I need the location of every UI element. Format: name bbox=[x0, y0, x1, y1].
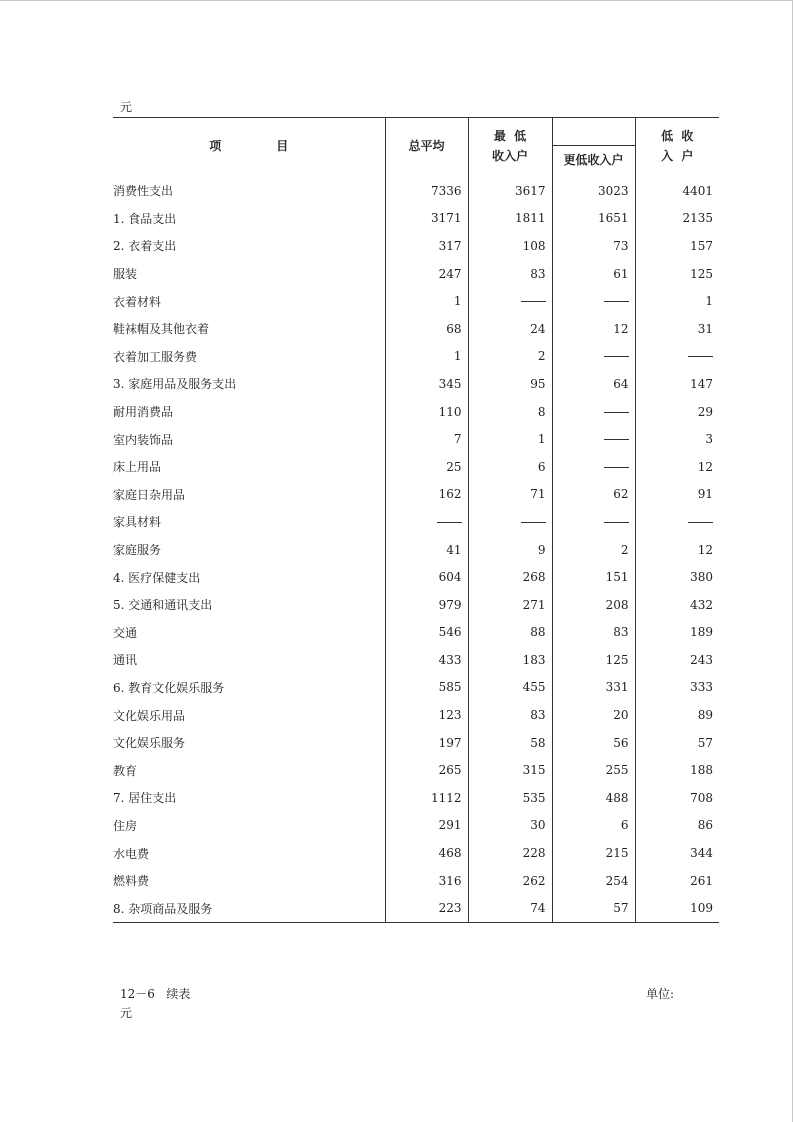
unit-value: 元 bbox=[120, 1006, 133, 1020]
row-value: 1651 bbox=[552, 205, 635, 233]
row-value: 9 bbox=[468, 536, 552, 564]
row-value: 7336 bbox=[385, 173, 468, 205]
row-label: 衣着材料 bbox=[113, 287, 385, 315]
row-value: 89 bbox=[697, 708, 713, 723]
row-value: 41 bbox=[385, 536, 468, 564]
row-label: 住房 bbox=[113, 812, 385, 840]
row-value: 7 bbox=[385, 425, 468, 453]
dash-mark bbox=[604, 439, 629, 440]
row-label: 室内装饰品 bbox=[113, 425, 385, 453]
row-value: 262 bbox=[468, 867, 552, 895]
table-row bbox=[113, 425, 719, 453]
dash-mark bbox=[437, 522, 462, 523]
row-value: 1811 bbox=[468, 205, 552, 233]
row-value: 147 bbox=[690, 376, 713, 391]
table-body bbox=[113, 173, 719, 923]
row-value: 64 bbox=[552, 370, 635, 398]
row-label: 3. 家庭用品及服务支出 bbox=[113, 370, 385, 398]
row-value: 291 bbox=[385, 812, 468, 840]
row-value: 4401 bbox=[682, 183, 713, 198]
header-lowest-a: 最 低 bbox=[493, 128, 527, 143]
header-lowest-b: 收入户 bbox=[491, 148, 528, 163]
row-value: 71 bbox=[468, 481, 552, 509]
dash-mark bbox=[604, 522, 629, 523]
table-number: 12－6 续表 bbox=[120, 987, 191, 1001]
row-value: 432 bbox=[690, 597, 713, 612]
row-value: 979 bbox=[385, 591, 468, 619]
row-value: 83 bbox=[552, 619, 635, 647]
table-row bbox=[113, 894, 719, 922]
row-label: 鞋袜帽及其他衣着 bbox=[113, 315, 385, 343]
row-value: 58 bbox=[468, 729, 552, 757]
header-total-avg: 总平均 bbox=[385, 118, 468, 174]
row-value: 3171 bbox=[385, 205, 468, 233]
row-value: 344 bbox=[690, 846, 713, 861]
table-row bbox=[113, 260, 719, 288]
row-value: 228 bbox=[468, 839, 552, 867]
row-value: 3617 bbox=[468, 173, 552, 205]
dash-mark bbox=[604, 412, 629, 413]
row-value: 57 bbox=[552, 894, 635, 922]
row-value: 189 bbox=[690, 625, 713, 640]
table-row bbox=[113, 812, 719, 840]
row-value: 254 bbox=[552, 867, 635, 895]
row-value: 68 bbox=[385, 315, 468, 343]
row-label: 服装 bbox=[113, 260, 385, 288]
row-value: 188 bbox=[690, 763, 713, 778]
row-value bbox=[468, 508, 552, 536]
row-label: 通讯 bbox=[113, 646, 385, 674]
dash-mark bbox=[688, 356, 713, 357]
row-value: 12 bbox=[697, 459, 713, 474]
row-value bbox=[552, 343, 635, 371]
row-label: 教育 bbox=[113, 756, 385, 784]
row-value: 3 bbox=[705, 432, 713, 447]
row-value: 317 bbox=[385, 232, 468, 260]
table-row bbox=[113, 646, 719, 674]
row-label: 8. 杂项商品及服务 bbox=[113, 894, 385, 922]
row-value: 255 bbox=[552, 756, 635, 784]
dash-mark bbox=[521, 522, 546, 523]
row-value: 31 bbox=[697, 321, 713, 336]
row-value: 1 bbox=[705, 294, 713, 309]
row-value: 162 bbox=[385, 481, 468, 509]
table-row bbox=[113, 867, 719, 895]
row-value: 261 bbox=[690, 873, 713, 888]
row-value: 271 bbox=[468, 591, 552, 619]
row-value: 1 bbox=[385, 343, 468, 371]
row-value: 91 bbox=[697, 487, 713, 502]
row-label: 文化娱乐服务 bbox=[113, 729, 385, 757]
row-label: 文化娱乐用品 bbox=[113, 701, 385, 729]
row-value: 197 bbox=[385, 729, 468, 757]
table-row bbox=[113, 508, 719, 536]
row-label: 6. 教育文化娱乐服务 bbox=[113, 674, 385, 702]
row-value bbox=[635, 343, 719, 371]
row-value bbox=[552, 508, 635, 536]
row-value: 316 bbox=[385, 867, 468, 895]
row-value: 223 bbox=[385, 894, 468, 922]
row-value: 331 bbox=[552, 674, 635, 702]
row-value: 83 bbox=[468, 260, 552, 288]
row-value: 315 bbox=[468, 756, 552, 784]
header-low-a: 低 收 bbox=[661, 128, 694, 143]
row-label: 耐用消费品 bbox=[113, 398, 385, 426]
table-row bbox=[113, 619, 719, 647]
table-row bbox=[113, 536, 719, 564]
row-value: 61 bbox=[552, 260, 635, 288]
dash-mark bbox=[521, 301, 546, 302]
table-row bbox=[113, 839, 719, 867]
row-label: 衣着加工服务费 bbox=[113, 343, 385, 371]
row-value: 433 bbox=[385, 646, 468, 674]
row-value: 208 bbox=[552, 591, 635, 619]
row-label: 交通 bbox=[113, 619, 385, 647]
header-lower-top bbox=[552, 118, 635, 146]
row-value: 157 bbox=[690, 238, 713, 253]
row-value: 265 bbox=[385, 756, 468, 784]
header-low-b: 入 户 bbox=[661, 148, 694, 163]
dash-mark bbox=[604, 467, 629, 468]
row-value: 20 bbox=[552, 701, 635, 729]
row-value: 1112 bbox=[385, 784, 468, 812]
table-row bbox=[113, 173, 719, 205]
table-row bbox=[113, 591, 719, 619]
row-label: 床上用品 bbox=[113, 453, 385, 481]
row-value: 708 bbox=[690, 790, 713, 805]
row-value: 1 bbox=[385, 287, 468, 315]
table-row bbox=[113, 315, 719, 343]
row-value: 123 bbox=[385, 701, 468, 729]
table-row bbox=[113, 398, 719, 426]
row-value: 109 bbox=[690, 901, 713, 916]
table-row bbox=[113, 287, 719, 315]
table-row bbox=[113, 729, 719, 757]
row-value bbox=[635, 508, 719, 536]
row-label: 家具材料 bbox=[113, 508, 385, 536]
row-label: 消费性支出 bbox=[113, 173, 385, 205]
unit-label: 单位: bbox=[646, 987, 675, 1001]
table-row bbox=[113, 481, 719, 509]
dash-mark bbox=[688, 522, 713, 523]
row-label: 5. 交通和通讯支出 bbox=[113, 591, 385, 619]
row-value bbox=[468, 287, 552, 315]
row-value: 125 bbox=[552, 646, 635, 674]
row-value: 345 bbox=[385, 370, 468, 398]
row-value: 535 bbox=[468, 784, 552, 812]
table-row bbox=[113, 205, 719, 233]
row-value: 2135 bbox=[682, 211, 713, 226]
row-label: 4. 医疗保健支出 bbox=[113, 563, 385, 591]
row-value: 8 bbox=[468, 398, 552, 426]
header-lower-income: 更低收入户 bbox=[552, 146, 635, 174]
table-row bbox=[113, 674, 719, 702]
row-value: 247 bbox=[385, 260, 468, 288]
row-value: 183 bbox=[468, 646, 552, 674]
row-value: 83 bbox=[468, 701, 552, 729]
row-value: 110 bbox=[385, 398, 468, 426]
row-value: 2 bbox=[552, 536, 635, 564]
row-value: 488 bbox=[552, 784, 635, 812]
row-value bbox=[552, 425, 635, 453]
row-value: 3023 bbox=[552, 173, 635, 205]
row-value: 125 bbox=[690, 266, 713, 281]
row-value: 604 bbox=[385, 563, 468, 591]
row-value: 468 bbox=[385, 839, 468, 867]
dash-mark bbox=[604, 356, 629, 357]
row-value: 243 bbox=[690, 652, 713, 667]
row-value: 25 bbox=[385, 453, 468, 481]
row-value: 29 bbox=[697, 404, 713, 419]
row-value: 74 bbox=[468, 894, 552, 922]
header-item-a: 项 bbox=[209, 139, 222, 153]
row-value bbox=[552, 287, 635, 315]
row-value: 151 bbox=[552, 563, 635, 591]
row-value bbox=[385, 508, 468, 536]
row-value: 108 bbox=[468, 232, 552, 260]
row-value: 24 bbox=[468, 315, 552, 343]
row-value: 6 bbox=[468, 453, 552, 481]
row-value: 73 bbox=[552, 232, 635, 260]
table-row bbox=[113, 784, 719, 812]
unit-label-top: 元 bbox=[120, 100, 133, 114]
row-value: 333 bbox=[690, 680, 713, 695]
row-label: 7. 居住支出 bbox=[113, 784, 385, 812]
row-value: 215 bbox=[552, 839, 635, 867]
row-value: 2 bbox=[468, 343, 552, 371]
row-label: 家庭服务 bbox=[113, 536, 385, 564]
row-value: 12 bbox=[697, 542, 713, 557]
table-row bbox=[113, 701, 719, 729]
row-value: 268 bbox=[468, 563, 552, 591]
row-value bbox=[552, 453, 635, 481]
row-value: 95 bbox=[468, 370, 552, 398]
header-lowest-income bbox=[468, 118, 552, 174]
row-label: 家庭日杂用品 bbox=[113, 481, 385, 509]
row-label: 1. 食品支出 bbox=[113, 205, 385, 233]
dash-mark bbox=[604, 301, 629, 302]
row-value: 380 bbox=[690, 570, 713, 585]
row-value: 30 bbox=[468, 812, 552, 840]
table-row bbox=[113, 370, 719, 398]
row-value: 6 bbox=[552, 812, 635, 840]
row-value: 88 bbox=[468, 619, 552, 647]
header-low-income bbox=[635, 118, 719, 174]
table-row bbox=[113, 343, 719, 371]
row-value: 585 bbox=[385, 674, 468, 702]
consumption-table bbox=[113, 117, 719, 923]
row-label: 2. 衣着支出 bbox=[113, 232, 385, 260]
row-label: 燃料费 bbox=[113, 867, 385, 895]
header-item bbox=[113, 118, 385, 174]
row-value: 62 bbox=[552, 481, 635, 509]
table-row bbox=[113, 563, 719, 591]
table-row bbox=[113, 232, 719, 260]
row-value: 1 bbox=[468, 425, 552, 453]
row-value: 546 bbox=[385, 619, 468, 647]
row-value: 56 bbox=[552, 729, 635, 757]
row-value: 57 bbox=[697, 735, 713, 750]
row-label: 水电费 bbox=[113, 839, 385, 867]
row-value: 455 bbox=[468, 674, 552, 702]
row-value: 86 bbox=[697, 818, 713, 833]
row-value bbox=[552, 398, 635, 426]
table-row bbox=[113, 756, 719, 784]
table-row bbox=[113, 453, 719, 481]
row-value: 12 bbox=[552, 315, 635, 343]
header-item-b: 目 bbox=[276, 139, 289, 153]
